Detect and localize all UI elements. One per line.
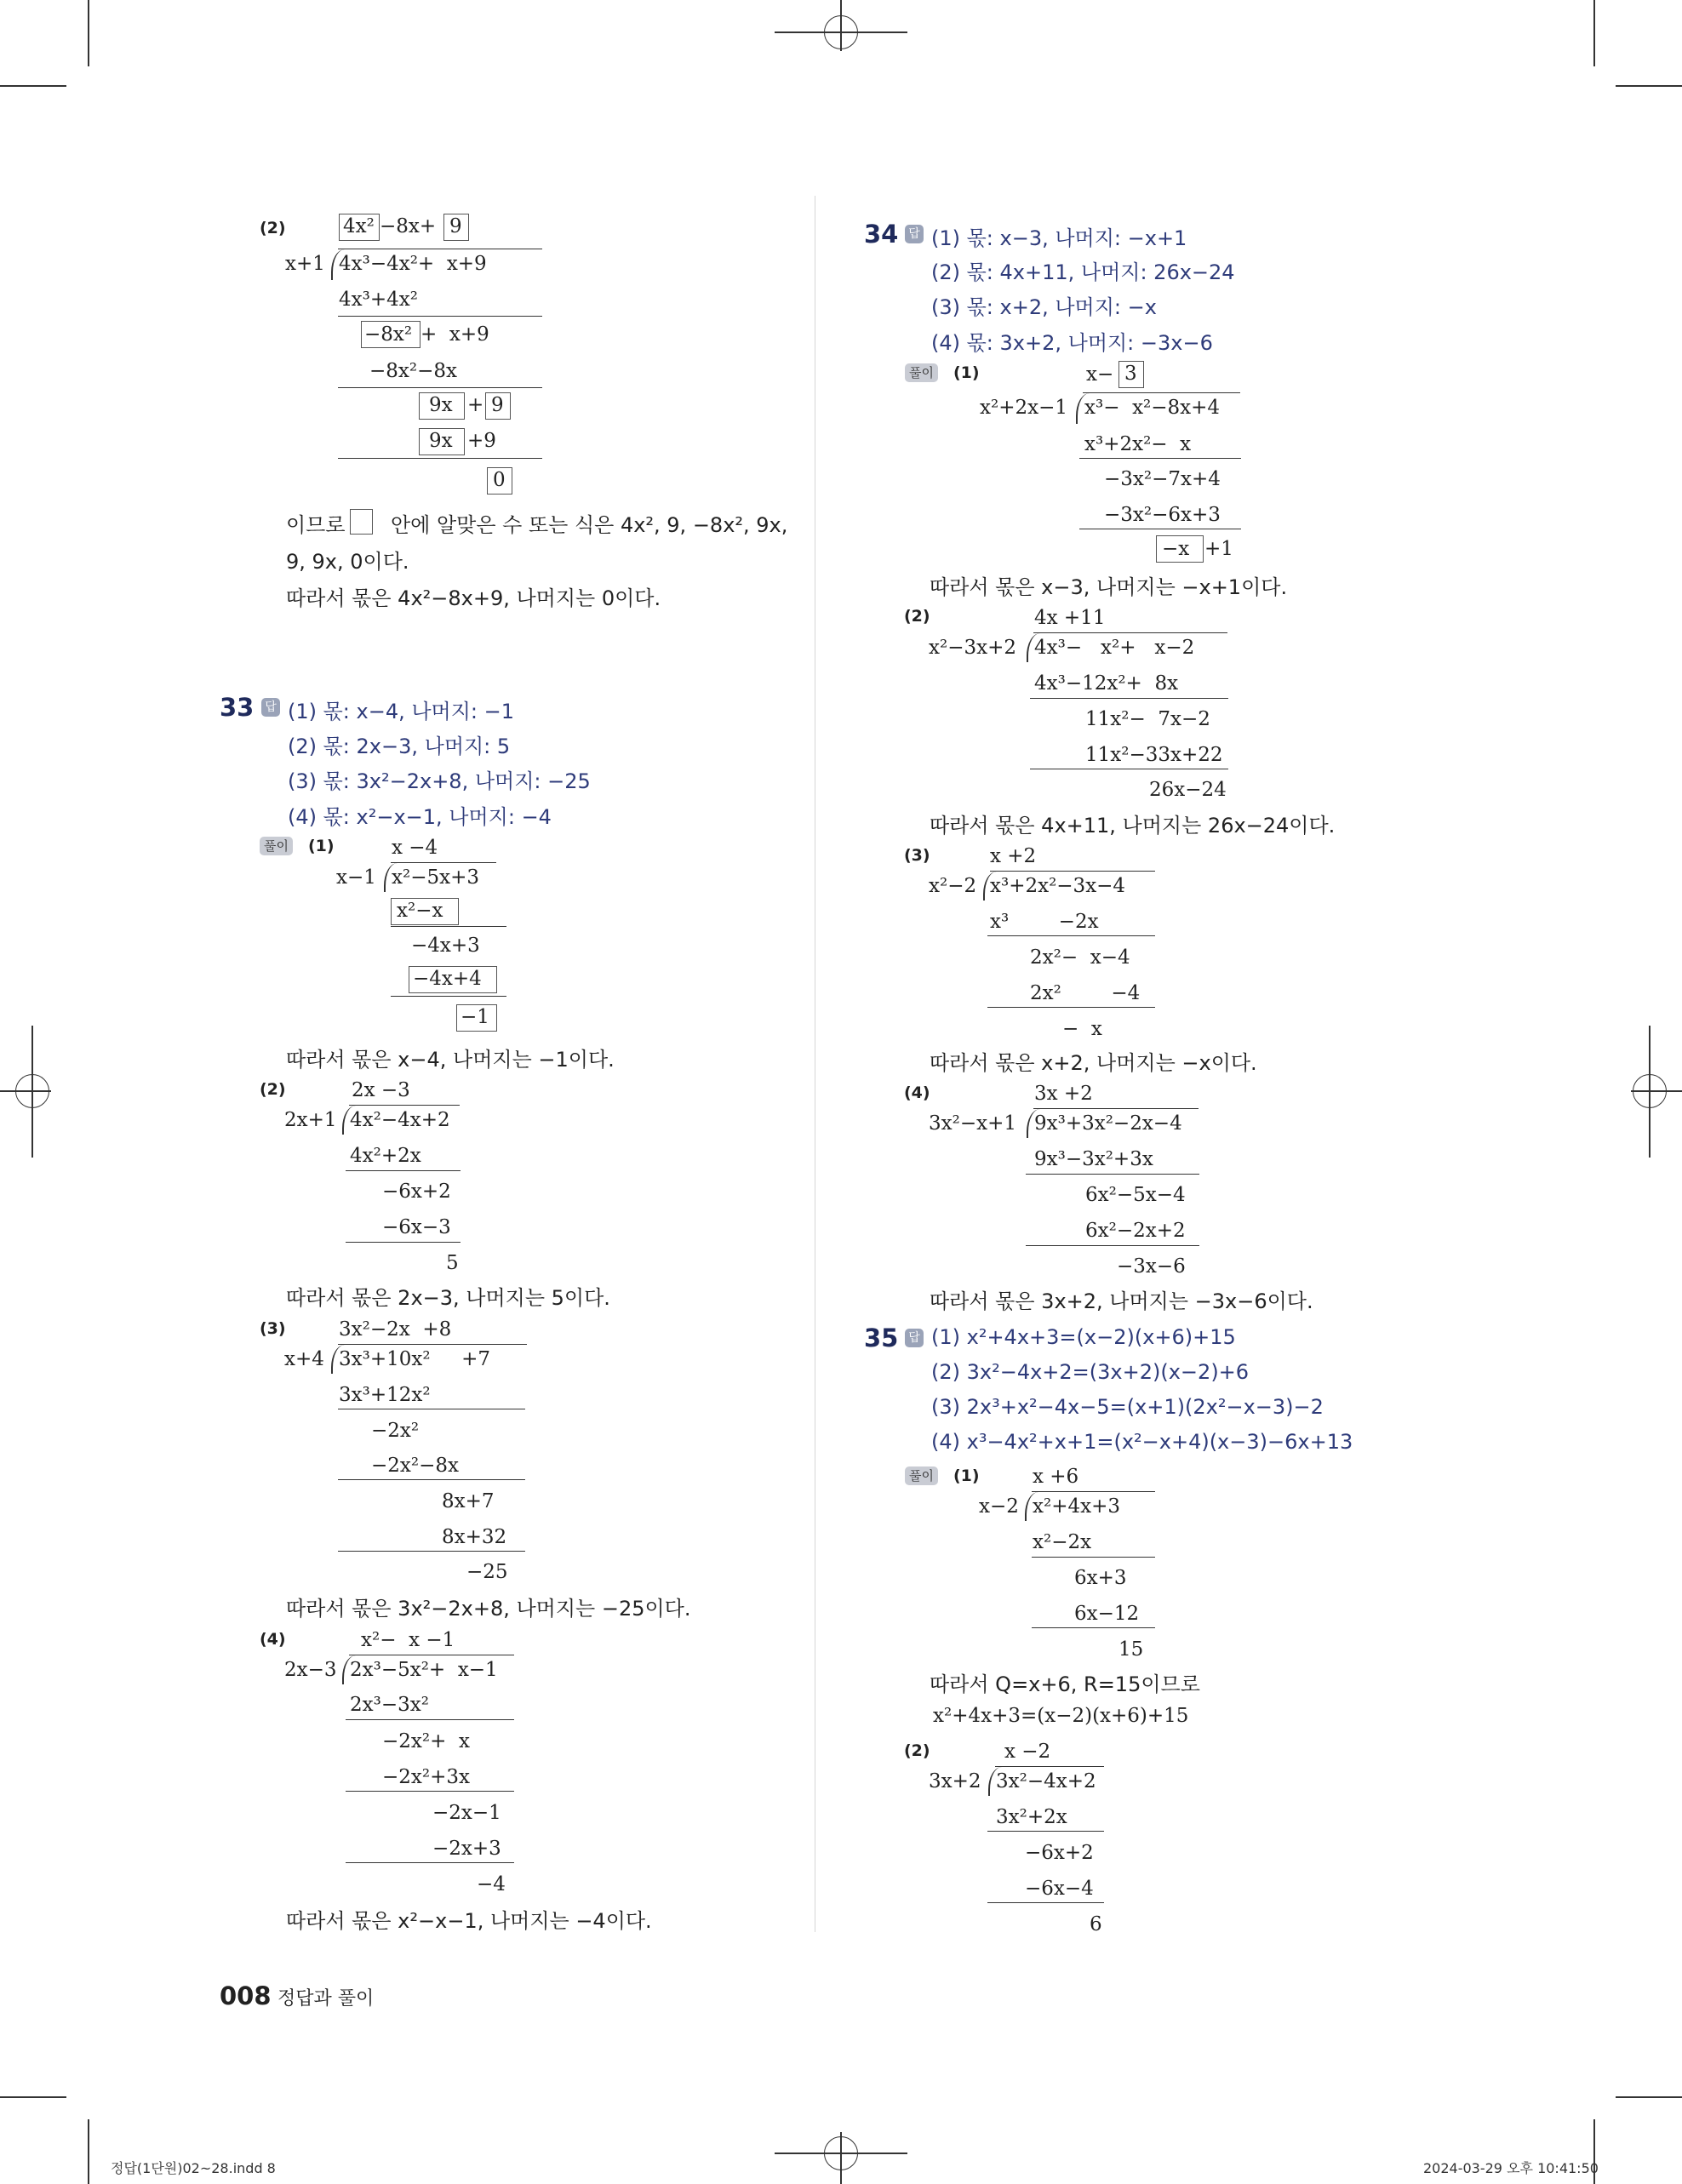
problem-number: 34 (864, 220, 899, 249)
step-line: 2x³−3x² (350, 1694, 429, 1716)
part-label: (2) (260, 1080, 286, 1099)
part-label: (3) (904, 846, 930, 865)
division-bar (338, 1344, 527, 1345)
answer-line: (1) x²+4x+3=(x−2)(x+6)+15 (931, 1325, 1236, 1349)
remainder: −x (1162, 538, 1190, 560)
step-line: 3x²+2x (996, 1806, 1067, 1828)
solution-badge: 풀이 (260, 837, 293, 855)
remainder: −25 (466, 1561, 508, 1583)
division-bar (1033, 1108, 1199, 1109)
subtraction-rule (346, 1719, 514, 1720)
dividend: x³− x²−8x+4 (1084, 397, 1221, 419)
step-line: −3x²−6x+3 (1104, 504, 1221, 526)
print-timestamp: 2024-03-29 오후 10:41:50 (1423, 2160, 1599, 2176)
subtraction-rule (338, 1551, 525, 1552)
explanation-text: 9, 9x, 0이다. (286, 550, 409, 574)
quotient: x −4 (392, 837, 438, 859)
division-bar (349, 1105, 460, 1106)
quotient-term: −8x+ (380, 215, 437, 237)
step-line: 9x (429, 430, 453, 452)
remainder: −1 (461, 1006, 489, 1028)
divisor: 2x−3 (284, 1659, 337, 1681)
crop-mark (1616, 85, 1682, 87)
divisor: 3x²−x+1 (929, 1112, 1016, 1135)
solution-badge: 풀이 (905, 363, 938, 382)
explanation-text: 따라서 몫은 x+2, 나머지는 −x이다. (930, 1051, 1257, 1075)
remainder: 5 (446, 1252, 459, 1274)
remainder: −3x−6 (1117, 1255, 1186, 1278)
step-line: 9x³−3x²+3x (1034, 1148, 1153, 1170)
subtraction-rule (1032, 1557, 1155, 1558)
divisor: 2x+1 (284, 1109, 337, 1131)
step-line: 6x+3 (1074, 1567, 1127, 1589)
divisor: x−2 (979, 1495, 1019, 1518)
divisor: x²−2 (929, 875, 977, 897)
explanation-text: 따라서 몫은 3x+2, 나머지는 −3x−6이다. (930, 1289, 1313, 1313)
subtraction-rule (346, 1791, 514, 1792)
step-line: x³ −2x (990, 911, 1099, 933)
explanation-equation: x²+4x+3=(x−2)(x+6)+15 (933, 1705, 1189, 1727)
quotient: 2x −3 (352, 1079, 410, 1101)
quotient: 3 (1124, 363, 1137, 385)
explanation-text: 이므로 안에 알맞은 수 또는 식은 4x², 9, −8x², 9x, (286, 513, 788, 537)
part-label: (1) (953, 1466, 980, 1485)
step-line: −8x² (364, 323, 413, 346)
subtraction-rule (1079, 458, 1241, 459)
crop-mark (88, 0, 89, 66)
step-line: 4x³−12x²+ 8x (1034, 672, 1179, 695)
subtraction-rule (1030, 698, 1228, 699)
answer-line: (3) 몫: 3x²−2x+8, 나머지: −25 (288, 769, 591, 793)
explanation-text: 따라서 몫은 x−4, 나머지는 −1이다. (286, 1048, 615, 1072)
remainder: 0 (493, 469, 506, 491)
subtraction-rule (987, 1007, 1155, 1008)
dividend: 4x²−4x+2 (350, 1109, 450, 1131)
remainder: −4 (477, 1873, 506, 1895)
step-line: 4x³+4x² (339, 289, 418, 311)
step-line: + (467, 394, 484, 416)
remainder: 15 (1118, 1638, 1144, 1661)
explanation-text: 따라서 Q=x+6, R=15이므로 (930, 1672, 1200, 1696)
quotient: 4x +11 (1034, 607, 1106, 629)
step-line: −4x+3 (411, 935, 480, 957)
answer-line: (2) 3x²−4x+2=(3x+2)(x−2)+6 (931, 1360, 1250, 1384)
dividend: 3x²−4x+2 (996, 1770, 1096, 1792)
part-label: (2) (904, 1741, 930, 1760)
step-line: 2x² −4 (1030, 982, 1141, 1004)
quotient-term: 4x² (343, 215, 375, 237)
part-label: (1) (953, 363, 980, 382)
page-number: 008 (220, 1981, 272, 2010)
division-bar (1032, 1491, 1155, 1492)
step-line: −4x+4 (413, 968, 482, 990)
remainder: − x (1062, 1018, 1102, 1040)
subtraction-rule (346, 1242, 461, 1243)
subtraction-rule (987, 935, 1155, 936)
remainder: +1 (1204, 538, 1233, 560)
subtraction-rule (338, 387, 542, 388)
answer-line: (4) x³−4x²+x+1=(x²−x+4)(x−3)−6x+13 (931, 1430, 1353, 1454)
problem-number: 35 (864, 1324, 899, 1352)
explanation-text: 따라서 몫은 x²−x−1, 나머지는 −4이다. (286, 1909, 652, 1933)
step-line: 8x+7 (442, 1490, 495, 1512)
step-line: 3x³+12x² (339, 1384, 431, 1406)
answer-badge: 답 (905, 1329, 924, 1347)
step-line: 8x+32 (442, 1526, 507, 1548)
quotient: x +2 (990, 845, 1037, 867)
part-label: (4) (260, 1630, 286, 1649)
problem-number: 33 (220, 693, 255, 722)
step-line: −2x+3 (432, 1838, 501, 1860)
division-bar (391, 862, 496, 863)
crop-mark (0, 85, 66, 87)
subtraction-rule (346, 1170, 461, 1171)
step-line: −2x²+ x (382, 1730, 470, 1752)
step-line: + x+9 (420, 323, 489, 346)
answer-line: (1) 몫: x−3, 나머지: −x+1 (931, 226, 1187, 250)
subtraction-rule (338, 1479, 525, 1480)
step-line: 6x²−2x+2 (1085, 1220, 1186, 1242)
step-line: 11x²−33x+22 (1085, 744, 1223, 766)
remainder: 6 (1090, 1913, 1102, 1935)
subtraction-rule (338, 316, 542, 317)
step-line: −2x−1 (432, 1802, 501, 1824)
registration-mark (840, 2132, 842, 2184)
subtraction-rule (987, 1902, 1104, 1903)
crop-mark (1593, 0, 1595, 66)
step-line: 6x²−5x−4 (1085, 1184, 1186, 1206)
part-label: (4) (904, 1083, 930, 1102)
dividend: x²+4x+3 (1033, 1495, 1120, 1518)
crop-mark (1616, 2096, 1682, 2098)
file-info: 정답(1단원)02~28.indd 8 (111, 2160, 276, 2176)
dividend: 4x³−4x²+ x+9 (339, 253, 487, 275)
quotient: x²− x −1 (361, 1629, 455, 1651)
quotient-term: 9 (449, 215, 462, 237)
dividend: 2x³−5x²+ x−1 (350, 1659, 498, 1681)
answer-line: (3) 몫: x+2, 나머지: −x (931, 295, 1157, 319)
step-line: −6x+2 (382, 1181, 451, 1203)
dividend: 9x³+3x²−2x−4 (1034, 1112, 1182, 1135)
divisor: x²−3x+2 (929, 637, 1016, 659)
answer-line: (4) 몫: 3x+2, 나머지: −3x−6 (931, 331, 1213, 355)
explanation-text: 따라서 몫은 x−3, 나머지는 −x+1이다. (930, 575, 1288, 599)
subtraction-rule (391, 926, 506, 927)
part-label: (2) (260, 219, 286, 237)
remainder: 26x−24 (1149, 779, 1227, 801)
divisor: x²+2x−1 (980, 397, 1067, 419)
quotient: 3x +2 (1034, 1083, 1093, 1105)
answer-line: (1) 몫: x−4, 나머지: −1 (288, 700, 515, 723)
step-line: −6x−3 (382, 1216, 451, 1238)
registration-mark (31, 1026, 33, 1158)
step-line: 2x²− x−4 (1030, 946, 1130, 969)
crop-mark (88, 2119, 89, 2184)
explanation-text: 따라서 몫은 2x−3, 나머지는 5이다. (286, 1286, 610, 1310)
subtraction-rule (391, 996, 506, 997)
step-line: 9x (429, 394, 453, 416)
section-title: 정답과 풀이 (277, 1988, 375, 2010)
step-line: −8x²−8x (369, 360, 457, 382)
step-line: −3x²−7x+4 (1104, 468, 1221, 490)
step-line: 9 (491, 394, 504, 416)
divisor: x+1 (285, 253, 325, 275)
step-line: x²−x (397, 900, 443, 922)
subtraction-rule (1026, 1245, 1199, 1246)
step-line: −2x²+3x (382, 1766, 470, 1788)
subtraction-rule (1032, 1627, 1155, 1628)
answer-badge: 답 (261, 698, 280, 717)
answer-badge: 답 (905, 225, 924, 243)
step-line: −6x−4 (1025, 1878, 1094, 1900)
division-bar (1083, 392, 1240, 393)
dividend: x²−5x+3 (392, 866, 479, 889)
registration-mark (1631, 1090, 1682, 1092)
divisor: x+4 (284, 1348, 324, 1370)
division-bar (995, 1766, 1104, 1767)
solution-badge: 풀이 (905, 1466, 938, 1485)
registration-mark (1649, 1026, 1651, 1158)
step-line: 6x−12 (1074, 1603, 1140, 1625)
subtraction-rule (346, 1862, 514, 1863)
division-bar (1033, 632, 1227, 633)
part-label: (2) (904, 607, 930, 626)
part-label: (3) (260, 1319, 286, 1338)
explanation-text: 따라서 몫은 4x+11, 나머지는 26x−24이다. (930, 814, 1336, 838)
registration-mark (0, 1090, 51, 1092)
step-line: +9 (467, 430, 496, 452)
subtraction-rule (987, 1831, 1104, 1832)
step-line: x³+2x²− x (1084, 433, 1192, 455)
explanation-text: 따라서 몫은 4x²−8x+9, 나머지는 0이다. (286, 586, 661, 610)
divisor: x−1 (336, 866, 376, 889)
answer-line: (3) 2x³+x²−4x−5=(x+1)(2x²−x−3)−2 (931, 1395, 1324, 1419)
answer-line: (2) 몫: 4x+11, 나머지: 26x−24 (931, 260, 1235, 284)
quotient: x +6 (1033, 1466, 1079, 1488)
step-line: −2x² (371, 1420, 420, 1442)
quotient: x −2 (1004, 1741, 1051, 1763)
explanation-text: 따라서 몫은 3x²−2x+8, 나머지는 −25이다. (286, 1597, 691, 1621)
quotient: 3x²−2x +8 (339, 1318, 452, 1341)
answer-line: (2) 몫: 2x−3, 나머지: 5 (288, 735, 511, 758)
division-bar (990, 871, 1155, 872)
divisor: 3x+2 (929, 1770, 981, 1792)
dividend: 3x³+10x² +7 (339, 1348, 491, 1370)
dividend: x³+2x²−3x−4 (990, 875, 1126, 897)
part-label: (1) (308, 837, 335, 855)
subtraction-rule (338, 458, 542, 459)
crop-mark (0, 2096, 66, 2098)
step-line: 11x²− 7x−2 (1085, 708, 1210, 730)
step-line: −6x+2 (1025, 1842, 1094, 1864)
step-line: −2x²−8x (371, 1455, 459, 1477)
registration-mark (840, 0, 842, 51)
quotient: x− (1086, 363, 1114, 386)
dividend: 4x³− x²+ x−2 (1034, 637, 1195, 659)
step-line: x²−2x (1033, 1531, 1092, 1553)
step-line: 4x²+2x (350, 1145, 421, 1167)
answer-line: (4) 몫: x²−x−1, 나머지: −4 (288, 805, 552, 829)
subtraction-rule (1026, 1174, 1199, 1175)
